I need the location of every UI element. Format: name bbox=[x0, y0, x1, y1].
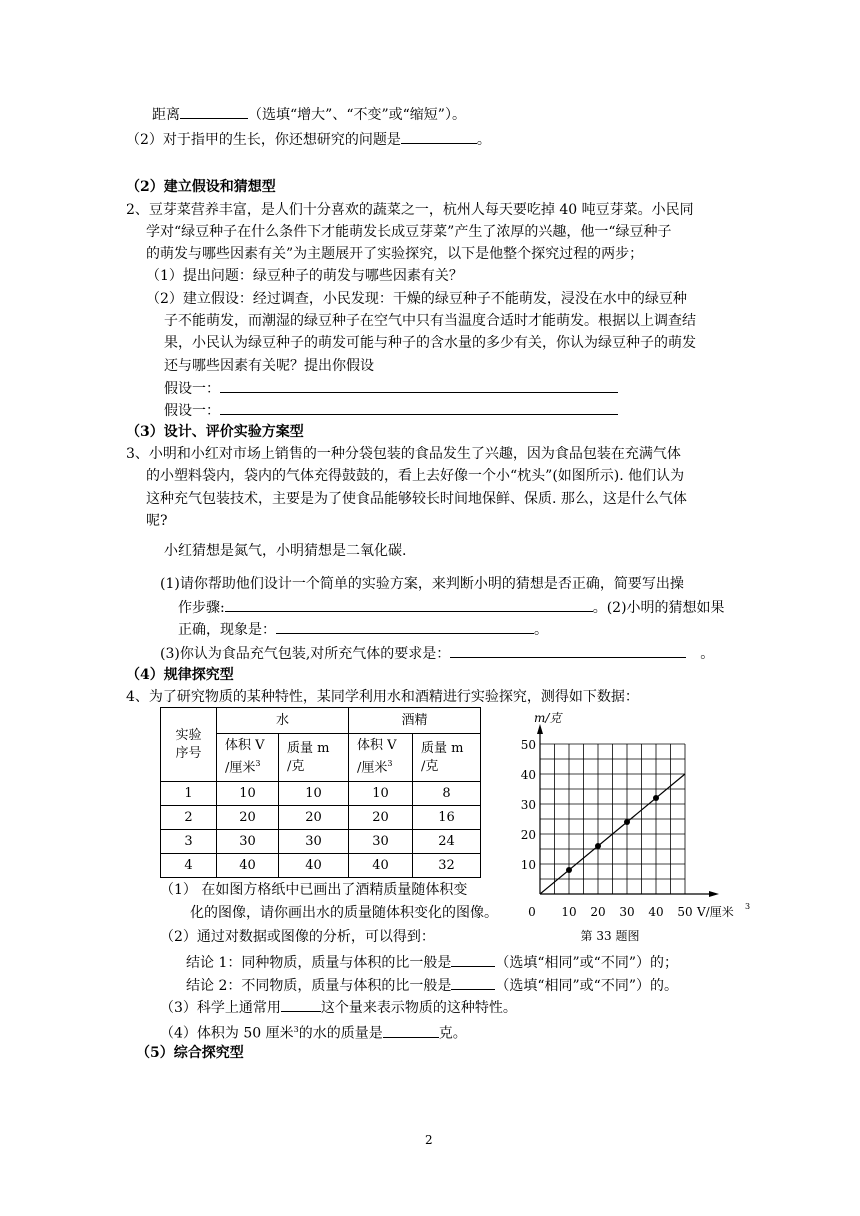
table-row: 3 30 30 30 24 bbox=[161, 830, 481, 854]
answer-blank[interactable] bbox=[451, 952, 495, 967]
text-line: 子不能萌发，而潮湿的绿豆种子在空气中只有当温度合适时才能萌发。根据以上调查结 bbox=[164, 313, 696, 329]
answer-blank[interactable] bbox=[281, 997, 321, 1012]
text-line: （2）通过对数据或图像的分析，可以得到： bbox=[160, 929, 435, 945]
y-tick-label: 20 bbox=[520, 828, 536, 842]
origin-label: 0 bbox=[528, 905, 536, 919]
text-line: 的萌发与哪些因素有关”为主题展开了实验探究，以下是他整个探究过程的两步； bbox=[146, 246, 644, 262]
x-tick-label: 50 bbox=[677, 905, 693, 919]
x-tick-label: 10 bbox=[561, 905, 577, 919]
text-line: 小红猜想是氮气，小明猜想是二氧化碳. bbox=[164, 543, 407, 559]
text-line: 假设一： bbox=[164, 378, 618, 399]
answer-blank[interactable] bbox=[451, 975, 495, 990]
text-line: 结论 2：不同物质，质量与体积的比一般是 （选填“相同”或“不同”）的。 bbox=[186, 975, 678, 996]
text-line: 学对“绿豆种子在什么条件下才能萌发长成豆芽菜”产生了浓厚的兴趣，他一“绿豆种子 bbox=[146, 224, 672, 240]
x-tick-label: 40 bbox=[648, 905, 664, 919]
answer-blank[interactable] bbox=[383, 1023, 439, 1038]
text-line: 这种充气包装技术，主要是为了使食品能够较长时间地保鲜、保质. 那么，这是什么气体 bbox=[146, 491, 687, 507]
chart-caption: 第 33 题图 bbox=[580, 929, 640, 943]
text-line: 正确，现象是： 。 bbox=[178, 619, 548, 640]
data-point bbox=[653, 795, 659, 801]
text-line: 还与哪些因素有关呢？提出你假设 bbox=[164, 358, 374, 374]
text-line: （1）提出问题：绿豆种子的萌发与哪些因素有关？ bbox=[146, 268, 463, 284]
text-line: （4）体积为 50 厘米$^3$的水的质量是 克。 bbox=[160, 1020, 467, 1044]
section-heading: （2）建立假设和猜想型 bbox=[126, 179, 276, 195]
page-number: 2 bbox=[425, 1133, 433, 1147]
text-line: 2、豆芽菜营养丰富，是人们十分喜欢的蔬菜之一，杭州人每天要吃掉 40 吨豆芽菜。小民同 bbox=[126, 202, 694, 218]
x-axis-arrow bbox=[709, 891, 719, 897]
text-line: 4、为了研究物质的某种特性，某同学利用水和酒精进行实验探究，测得如下数据： bbox=[126, 689, 639, 705]
y-axis-arrow bbox=[537, 724, 543, 734]
text-line: 作步骤: 。(2)小明的猜想如果 bbox=[178, 597, 725, 618]
x-axis-label-sup: 3 bbox=[745, 902, 751, 911]
text-line: (1)请你帮助他们设计一个简单的实验方案，来判断小明的猜想是否正确，简要写出操 bbox=[160, 576, 684, 592]
table-header-cell: 实验 序号 bbox=[161, 708, 217, 782]
data-point bbox=[624, 819, 630, 825]
table-header-cell: 体积 V /厘米$^3$ bbox=[217, 734, 279, 782]
section-heading: （5）综合探究型 bbox=[136, 1045, 244, 1061]
y-tick-label: 50 bbox=[520, 738, 536, 752]
text-line: 结论 1：同种物质，质量与体积的比一般是 （选填“相同”或“不同”）的； bbox=[186, 952, 678, 973]
text-line: 3、小明和小红对市场上销售的一种分袋包装的食品发生了兴趣，因为食品包装在充满气体 bbox=[126, 446, 681, 462]
table-row: 4 40 40 40 32 bbox=[161, 854, 481, 878]
text-line: 的小塑料袋内，袋内的气体充得鼓鼓的，看上去好像一个小“枕头”(如图所示). 他们认为 bbox=[146, 468, 685, 484]
y-tick-label: 30 bbox=[520, 798, 536, 812]
table-row: 2 20 20 20 16 bbox=[161, 806, 481, 830]
text-line: (3)你认为食品充气包装,对所充气体的要求是： 。 bbox=[160, 643, 714, 664]
x-tick-label: 30 bbox=[619, 905, 635, 919]
text-line: 距离 （选填“增大”、“不变”或“缩短”）。 bbox=[152, 104, 466, 125]
text-line: 果，小民认为绿豆种子的萌发可能与种子的含水量的多少有关，你认为绿豆种子的萌发 bbox=[164, 335, 696, 351]
y-tick-label: 40 bbox=[520, 768, 536, 782]
text-line: （3）科学上通常用 这个量来表示物质的这种特性。 bbox=[160, 997, 517, 1018]
table-header-cell: 体积 V /厘米$^3$ bbox=[349, 734, 413, 782]
table-row: 1 10 10 10 8 bbox=[161, 782, 481, 806]
data-point bbox=[595, 843, 601, 849]
table-header-cell: 水 bbox=[217, 708, 349, 734]
text-line: 化的图像，请你画出水的质量随体积变化的图像。 bbox=[190, 905, 498, 921]
text-line: （1） 在如图方格纸中已画出了酒精质量随体积变 bbox=[160, 882, 468, 898]
section-heading: （3）设计、评价实验方案型 bbox=[126, 424, 304, 440]
text-line: 假设一： bbox=[164, 400, 618, 421]
x-axis-label: V/厘米 bbox=[697, 905, 734, 919]
x-tick-label: 20 bbox=[590, 905, 606, 919]
table-header-cell: 质量 m /克 bbox=[413, 734, 481, 782]
data-point bbox=[566, 867, 572, 873]
table-header-cell: 质量 m /克 bbox=[279, 734, 349, 782]
table-header-cell: 酒精 bbox=[349, 708, 481, 734]
text-line: 呢? bbox=[146, 513, 168, 529]
text-line: （2）建立假设：经过调查，小民发现：干燥的绿豆种子不能萌发，浸没在水中的绿豆种 bbox=[146, 291, 687, 307]
text-line: （2）对于指甲的生长，你还想研究的问题是 。 bbox=[126, 129, 491, 150]
y-axis-label: m/克 bbox=[534, 711, 562, 725]
section-heading: （4）规律探究型 bbox=[126, 667, 234, 683]
y-tick-label: 10 bbox=[520, 858, 536, 872]
